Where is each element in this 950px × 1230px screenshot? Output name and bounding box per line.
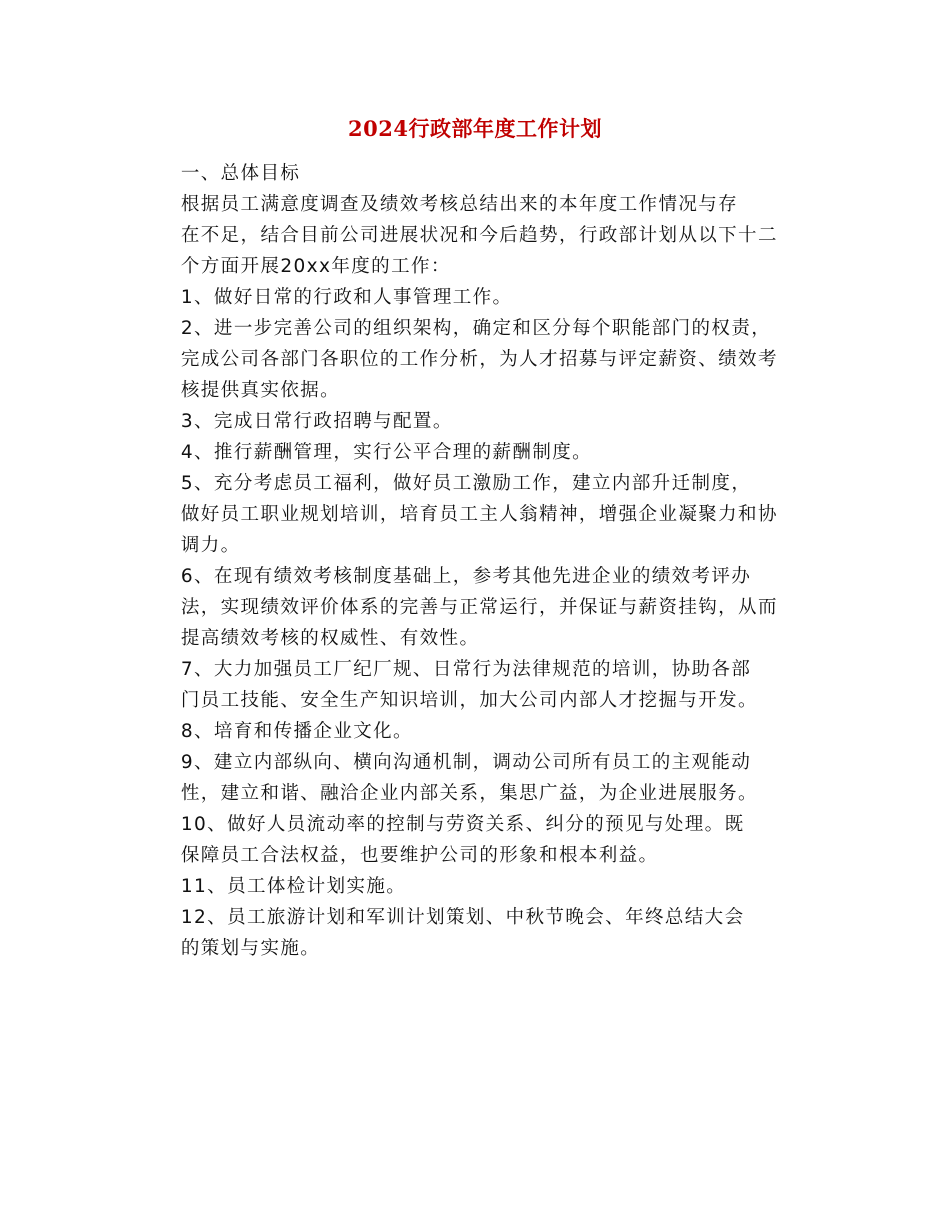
text-line: 完成公司各部门各职位的工作分析，为人才招募与评定薪资、绩效考 [180,349,778,370]
text-line: 门员工技能、安全生产知识培训，加大公司内部人才挖掘与开发。 [180,690,758,711]
text-line: 12、员工旅游计划和军训计划策划、中秋节晚会、年终总结大会 [180,907,745,928]
text-line: 做好员工职业规划培训，培育员工主人翁精神，增强企业凝聚力和协 [180,504,778,525]
section-heading [142,158,822,189]
text-line: 10、做好人员流动率的控制与劳资关系、纠分的预见与处理。既 [180,814,745,835]
document-body [142,158,822,964]
list-item [142,871,822,902]
list-item [142,561,822,654]
text-line: 个方面开展20xx年度的工作： [180,256,451,277]
list-item [142,468,822,561]
text-line: 3、完成日常行政招聘与配置。 [180,411,453,432]
paragraph [142,189,822,282]
text-line: 2、进一步完善公司的组织架构，确定和区分每个职能部门的权责， [180,318,772,339]
list-item [142,654,822,716]
list-item [142,809,822,871]
text-line: 提高绩效考核的权威性、有效性。 [180,628,480,649]
text-line: 1、做好日常的行政和人事管理工作。 [180,287,513,308]
list-item [142,437,822,468]
document-title: 2024行政部年度工作计划 [348,116,602,141]
text-line: 性，建立和谐、融洽企业内部关系，集思广益，为企业进展服务。 [180,783,758,804]
text-line: 4、推行薪酬管理，实行公平合理的薪酬制度。 [180,442,593,463]
text-line: 11、员工体检计划实施。 [180,876,407,897]
list-item [142,406,822,437]
text-line: 6、在现有绩效考核制度基础上，参考其他先进企业的绩效考评办 [180,566,752,587]
text-line: 根据员工满意度调查及绩效考核总结出来的本年度工作情况与存 [180,194,739,215]
text-line: 9、建立内部纵向、横向沟通机制，调动公司所有员工的主观能动 [180,752,752,773]
text-line: 在不足，结合目前公司进展状况和今后趋势，行政部计划从以下十二 [180,225,778,246]
text-line: 核提供真实依据。 [180,380,341,401]
text-line: 5、充分考虑员工福利，做好员工激励工作，建立内部升迁制度， [180,473,752,494]
list-item [142,902,822,964]
text-line: 保障员工合法权益，也要维护公司的形象和根本利益。 [180,845,659,866]
text-line: 法，实现绩效评价体系的完善与正常运行，并保证与薪资挂钩，从而 [180,597,778,618]
list-item [142,313,822,406]
text-line: 一、总体目标 [180,163,301,184]
text-line: 7、大力加强员工厂纪厂规、日常行为法律规范的培训，协助各部 [180,659,752,680]
text-line: 调力。 [180,535,241,556]
text-line: 的策划与实施。 [180,938,321,959]
list-item [142,282,822,313]
list-item [142,716,822,747]
list-item [142,747,822,809]
text-line: 8、培育和传播企业文化。 [180,721,413,742]
